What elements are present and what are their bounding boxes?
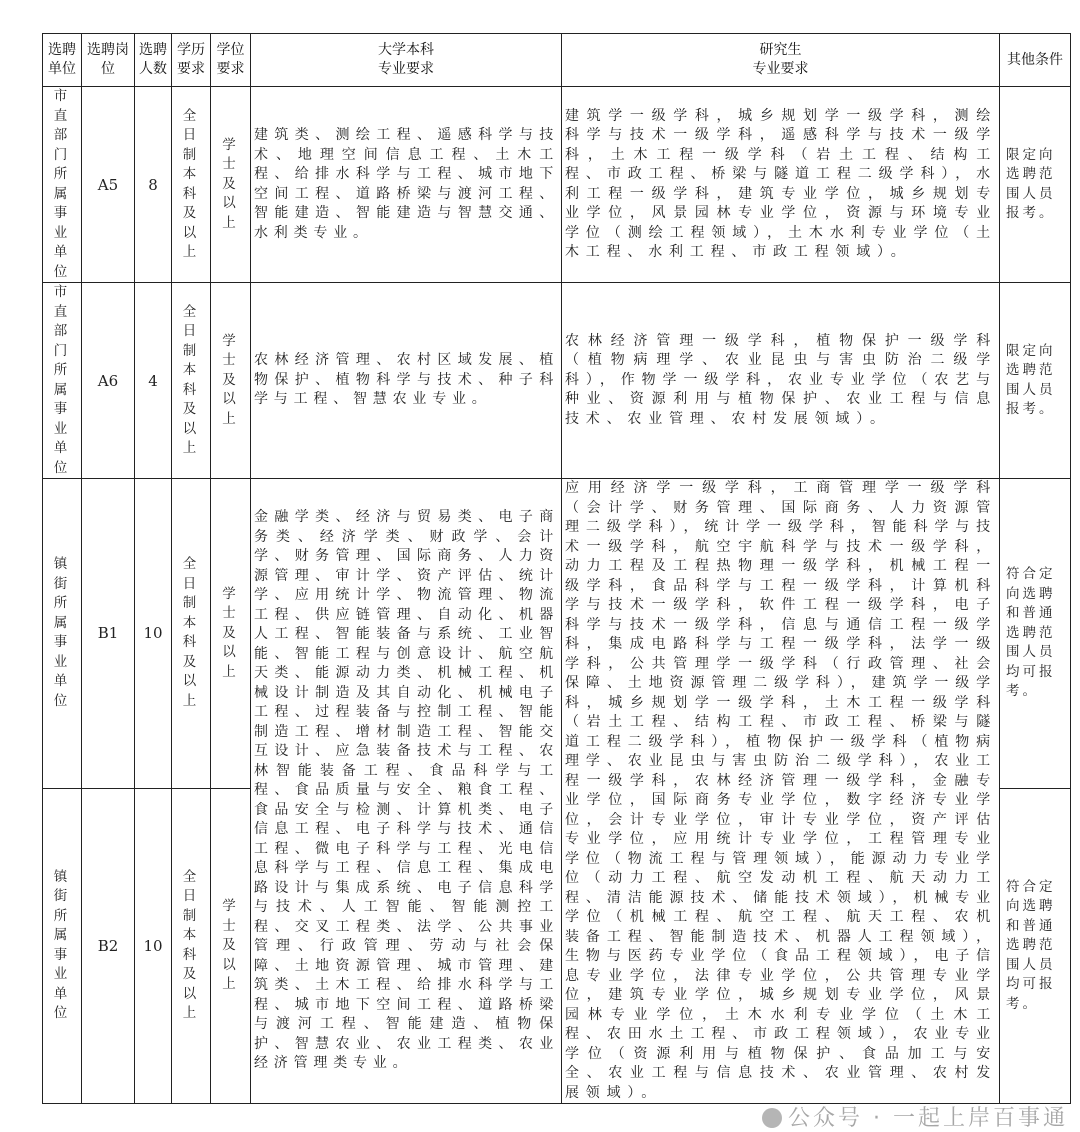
header-degree: 学位要求 bbox=[211, 34, 251, 87]
education-cell: 全日制本科及以上 bbox=[172, 87, 211, 283]
education-cell: 全日制本科及以上 bbox=[172, 788, 211, 1103]
post-cell: B1 bbox=[82, 479, 135, 789]
header-graduate-line2: 专业要求 bbox=[752, 61, 809, 77]
degree-cell: 学士及以上 bbox=[211, 788, 251, 1103]
post-cell: B2 bbox=[82, 788, 135, 1103]
education-cell: 全日制本科及以上 bbox=[172, 479, 211, 789]
count-cell: 10 bbox=[135, 479, 172, 789]
other-cell: 限定向选聘范围人员报考。 bbox=[1000, 283, 1071, 479]
other-cell: 符合定向选聘和普通选聘范围人员均可报考。 bbox=[1000, 788, 1071, 1103]
education-cell: 全日制本科及以上 bbox=[172, 283, 211, 479]
unit-cell: 市直部门所属事业单位 bbox=[43, 283, 82, 479]
header-count: 选聘人数 bbox=[135, 34, 172, 87]
undergrad-cell: 农林经济管理、农村区域发展、植物保护、植物科学与技术、种子科学与工程、智慧农业专业。 bbox=[251, 283, 562, 479]
header-unit: 选聘单位 bbox=[43, 34, 82, 87]
unit-cell: 镇街所属事业单位 bbox=[43, 788, 82, 1103]
watermark bbox=[762, 1106, 1068, 1132]
header-undergrad-line1: 大学本科 bbox=[378, 42, 434, 58]
graduate-cell: 建筑学一级学科，城乡规划学一级学科，测绘科学与技术一级学科，遥感科学与技术一级学科，土木工程一级学科（岩土工程、结构工程、市政工程、桥梁与隧道工程二级学科），水利工程一级学科，建筑专业学位，城乡规划专业学位，风景园林专业学位，资源与环境专业学位（测绘工程领域），土木水利专业学位（土木工程、水利工程、市政工程领域）。 bbox=[562, 87, 1000, 283]
undergrad-cell-merged: 金融学类、经济与贸易类、电子商务类、经济学类、财政学、会计学、财务管理、国际商务、人力资源管理、审计学、资产评估、统计学、应用统计学、物流管理、物流工程、供应链管理、自动化、机器人工程、智能装备与系统、工业智能、智能工程与创意设计、航空航天类、能源动力类、机械工程、机械设计制造及其自动化、机械电子工程、过程装备与控制工程、智能制造工程、增材制造工程、智能交互设计、应急装备技术与工程、农林智能装备工程、食品科学与工程、食品质量与安全、粮食工程、食品安全与检测、计算机类、电子信息工程、电子科学与技术、通信工程、微电子科学与工程、光电信息科学与工程、信息工程、集成电路设计与集成系统、电子信息科学与技术、人工智能、智能测控工程、交叉工程类、法学、公共事业管理、行政管理、劳动与社会保障、土地资源管理、城市管理、建筑类、土木工程、给排水科学与工程、城市地下空间工程、道路桥梁与渡河工程、智能建造、植物保护、智慧农业、农业工程类、农业经济管理类专业。 bbox=[251, 479, 562, 1104]
header-education: 学历要求 bbox=[172, 34, 211, 87]
wechat-icon bbox=[762, 1108, 782, 1128]
header-undergrad bbox=[251, 34, 562, 87]
count-cell: 8 bbox=[135, 87, 172, 283]
recruitment-table bbox=[42, 33, 1071, 1104]
header-row bbox=[43, 34, 1071, 87]
count-cell: 4 bbox=[135, 283, 172, 479]
table-row-a5 bbox=[43, 87, 1071, 283]
graduate-cell-merged: 应用经济学一级学科，工商管理学一级学科（会计学、财务管理、国际商务、人力资源管理二级学科），统计学一级学科，智能科学与技术一级学科，航空宇航科学与技术一级学科，动力工程及工程热物理一级学科，机械工程一级学科，食品科学与工程一级学科，计算机科学与技术一级学科，软件工程一级学科，电子科学与技术一级学科，信息与通信工程一级学科，集成电路科学与工程一级学科，法学一级学科，公共管理学一级学科（行政管理、社会保障、土地资源管理二级学科），建筑学一级学科，城乡规划学一级学科，土木工程一级学科（岩土工程、结构工程、市政工程、桥梁与隧道工程二级学科），植物保护一级学科（植物病理学、农业昆虫与害虫防治二级学科），农业工程一级学科，农林经济管理一级学科，金融专业学位，国际商务专业学位，数字经济专业学位，会计专业学位，审计专业学位，资产评估专业学位，应用统计专业学位，工程管理专业学位（物流工程与管理领域），能源动力专业学位（动力工程、航空发动机工程、航天动力工程、清洁能源技术、储能技术领域），机械专业学位（机械工程、航空工程、航天工程、农机装备工程、智能制造技术、机器人工程领域），生物与医药专业学位（食品工程领域），电子信息专业学位，法律专业学位，公共管理专业学位，建筑专业学位，城乡规划专业学位，风景园林专业学位，土木水利专业学位（土木工程、农田水土工程、市政工程领域），农业专业学位（资源利用与植物保护、食品加工与安全、农业工程与信息技术、农业管理、农村发展领域）。 bbox=[562, 479, 1000, 1104]
undergrad-cell: 建筑类、测绘工程、遥感科学与技术、地理空间信息工程、土木工程、给排水科学与工程、城市地下空间工程、道路桥梁与渡河工程、智能建造、智能建造与智慧交通、水利类专业。 bbox=[251, 87, 562, 283]
degree-cell: 学士及以上 bbox=[211, 479, 251, 789]
header-other: 其他条件 bbox=[1000, 34, 1071, 87]
post-cell: A6 bbox=[82, 283, 135, 479]
header-post: 选聘岗位 bbox=[82, 34, 135, 87]
table-row-a6 bbox=[43, 283, 1071, 479]
unit-cell: 市直部门所属事业单位 bbox=[43, 87, 82, 283]
other-cell: 符合定向选聘和普通选聘范围人员均可报考。 bbox=[1000, 479, 1071, 789]
count-cell: 10 bbox=[135, 788, 172, 1103]
header-undergrad-line2: 专业要求 bbox=[378, 61, 434, 77]
other-cell: 限定向选聘范围人员报考。 bbox=[1000, 87, 1071, 283]
degree-cell: 学士及以上 bbox=[211, 87, 251, 283]
watermark-text: 公众号 · 一起上岸百事通 bbox=[788, 1106, 1068, 1131]
post-cell: A5 bbox=[82, 87, 135, 283]
unit-cell: 镇街所属事业单位 bbox=[43, 479, 82, 789]
header-graduate bbox=[562, 34, 1000, 87]
header-graduate-line1: 研究生 bbox=[759, 42, 802, 58]
graduate-cell: 农林经济管理一级学科，植物保护一级学科（植物病理学、农业昆虫与害虫防治二级学科），作物学一级学科，农业专业学位（农艺与种业、资源利用与植物保护、农业工程与信息技术、农业管理、农村发展领域）。 bbox=[562, 283, 1000, 479]
table-row-b1 bbox=[43, 479, 1071, 789]
degree-cell: 学士及以上 bbox=[211, 283, 251, 479]
